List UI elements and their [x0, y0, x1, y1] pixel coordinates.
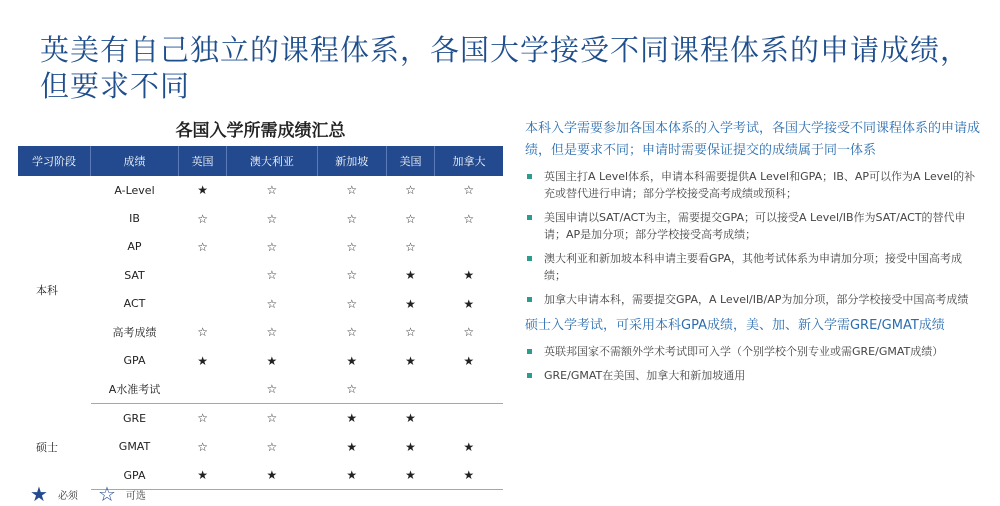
exam-cell: AP [127, 240, 142, 254]
optional-star-icon: ☆ [97, 482, 116, 506]
required-star-icon: ★ [463, 353, 475, 368]
required-star-icon: ★ [317, 461, 386, 490]
legend [30, 482, 166, 506]
table-row [18, 261, 503, 289]
optional-star-icon: ☆ [266, 296, 278, 311]
square-bullet-icon [527, 297, 532, 302]
required-star-icon: ★ [405, 439, 416, 454]
bullet-text: 英国主打A Level体系，申请本科需要提供A Level和GPA；IB、AP可以作为A Level的补充或替代进行申请；部分学校接受高考成绩或预科； [544, 170, 976, 200]
undergrad-bullets [525, 168, 980, 308]
stage-cell: 本科 [36, 283, 58, 297]
square-bullet-icon [527, 256, 532, 261]
required-star-icon: ★ [405, 411, 416, 426]
optional-star-icon: ☆ [346, 183, 358, 198]
exam-cell: 高考成绩 [112, 326, 157, 340]
table-title: 各国入学所需成绩汇总 [175, 121, 346, 141]
header-cell: 成绩 [91, 146, 179, 176]
header-cell: 英国 [179, 146, 227, 176]
exam-cell: GMAT [118, 440, 151, 454]
grades-table [18, 146, 503, 490]
table-row [18, 233, 503, 261]
table-row [18, 346, 503, 374]
optional-star-icon: ☆ [197, 239, 208, 254]
optional-star-icon: ☆ [227, 375, 318, 404]
optional-star-icon: ☆ [266, 211, 278, 226]
square-bullet-icon [527, 174, 532, 179]
undergrad-heading: 本科入学需要参加各国本体系的入学考试，各国大学接受不同课程体系的申请成绩，但是要求不同；申请时需要保证提交的成绩属于同一体系 [525, 121, 981, 158]
table-row [18, 433, 503, 461]
square-bullet-icon [527, 349, 532, 354]
table-row [18, 204, 503, 232]
exam-cell: SAT [124, 268, 145, 282]
explanation-panel [525, 118, 980, 391]
bullet-item [525, 250, 980, 284]
optional-star-icon: ☆ [346, 268, 358, 283]
table-row [18, 375, 503, 404]
optional-star-icon: ☆ [405, 211, 416, 226]
optional-star-icon: ☆ [463, 183, 475, 198]
header-cell: 加拿大 [435, 146, 503, 176]
optional-star-icon: ☆ [317, 375, 386, 404]
bullet-item [525, 343, 980, 360]
optional-star-icon: ☆ [266, 411, 278, 426]
optional-star-icon: ☆ [346, 296, 358, 311]
exam-cell: A-Level [114, 183, 155, 197]
optional-star-icon: ☆ [266, 268, 278, 283]
optional-star-icon: ☆ [463, 325, 475, 340]
optional-star-icon: ☆ [266, 239, 278, 254]
bullet-item [525, 291, 980, 308]
square-bullet-icon [527, 373, 532, 378]
bullet-text: 加拿大申请本科，需要提交GPA，A Level/IB/AP为加分项，部分学校接受中国高考成绩 [544, 293, 969, 306]
master-heading: 硕士入学考试，可采用本科GPA成绩，美、加、新入学需GRE/GMAT成绩 [525, 318, 945, 333]
required-star-icon: ★ [197, 353, 208, 368]
required-star-icon: ★ [405, 353, 416, 368]
optional-star-icon: ☆ [197, 325, 208, 340]
bullet-text: 美国申请以SAT/ACT为主，需要提交GPA；可以接受A Level/IB作为SAT/ACT的替代申请；AP是加分项；部分学校接受高考成绩； [544, 211, 966, 241]
required-star-icon: ★ [346, 411, 358, 426]
optional-star-icon: ☆ [405, 183, 416, 198]
bullet-text: GRE/GMAT在美国、加拿大和新加坡通用 [544, 369, 746, 382]
bullet-text: 英联邦国家不需额外学术考试即可入学（个别学校个别专业或需GRE/GMAT成绩） [544, 345, 944, 358]
table-row [18, 318, 503, 346]
table-header-row [18, 146, 503, 176]
optional-star-icon: ☆ [197, 411, 208, 426]
required-star-icon: ★ [30, 482, 48, 506]
empty-cell [435, 233, 503, 261]
optional-star-icon: ☆ [346, 325, 358, 340]
master-bullets [525, 343, 980, 384]
required-star-icon: ★ [463, 296, 475, 311]
exam-cell: IB [129, 212, 140, 226]
optional-star-icon: ☆ [405, 325, 416, 340]
optional-star-icon: ☆ [266, 183, 278, 198]
square-bullet-icon [527, 215, 532, 220]
optional-star-icon: ☆ [266, 439, 278, 454]
slide-title: 英美有自己独立的课程体系，各国大学接受不同课程体系的申请成绩，但要求不同 [40, 33, 971, 103]
stage-cell: 硕士 [36, 440, 58, 454]
optional-star-icon: ☆ [405, 239, 416, 254]
header-cell: 学习阶段 [18, 146, 91, 176]
optional-star-icon: ☆ [197, 211, 208, 226]
required-star-icon: ★ [405, 268, 416, 283]
header-cell: 新加坡 [317, 146, 386, 176]
required-star-icon: ★ [346, 439, 358, 454]
optional-star-icon: ☆ [463, 211, 475, 226]
bullet-item [525, 209, 980, 243]
legend-required-label: 必须 [57, 490, 78, 502]
empty-cell [179, 261, 227, 289]
required-star-icon: ★ [227, 461, 318, 490]
required-star-icon: ★ [179, 461, 227, 490]
optional-star-icon: ☆ [346, 211, 358, 226]
empty-cell [179, 375, 227, 404]
bullet-text: 澳大利亚和新加坡本科申请主要看GPA，其他考试体系为申请加分项；接受中国高考成绩； [544, 252, 962, 282]
required-star-icon: ★ [346, 353, 358, 368]
header-cell: 澳大利亚 [227, 146, 318, 176]
optional-star-icon: ☆ [197, 439, 208, 454]
required-star-icon: ★ [405, 296, 416, 311]
empty-cell [435, 404, 503, 433]
bullet-item [525, 168, 980, 202]
optional-star-icon: ☆ [266, 325, 278, 340]
exam-cell: A水准考试 [91, 375, 179, 404]
legend-optional-label: 可选 [125, 490, 146, 502]
required-star-icon: ★ [386, 461, 434, 490]
required-star-icon: ★ [435, 461, 503, 490]
required-star-icon: ★ [463, 268, 475, 283]
empty-cell [435, 375, 503, 404]
required-star-icon: ★ [197, 183, 208, 198]
exam-cell: GPA [123, 354, 146, 368]
required-star-icon: ★ [463, 439, 475, 454]
exam-cell: GPA [91, 461, 179, 490]
table-row [18, 404, 503, 433]
exam-cell: GRE [122, 411, 147, 425]
header-cell: 美国 [386, 146, 434, 176]
exam-cell: ACT [123, 297, 146, 311]
bullet-item [525, 367, 980, 384]
empty-cell [179, 290, 227, 318]
table-body [18, 176, 503, 490]
table-row [18, 176, 503, 204]
empty-cell [386, 375, 434, 404]
required-star-icon: ★ [266, 353, 278, 368]
table-row [18, 290, 503, 318]
optional-star-icon: ☆ [346, 239, 358, 254]
